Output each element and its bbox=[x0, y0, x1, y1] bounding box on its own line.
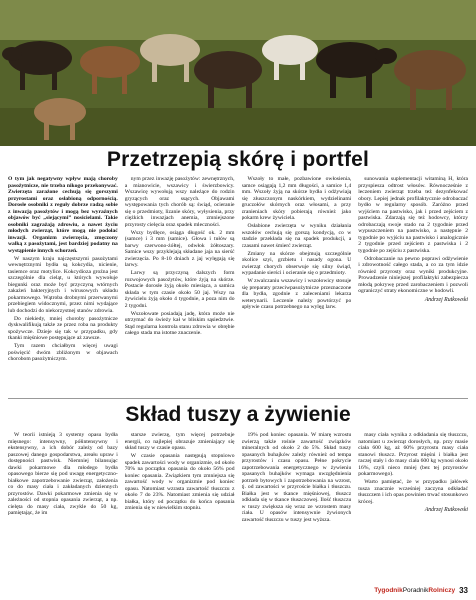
article2-paragraph: 19% pod koniec opasania. W miarę wzrostu zwierzą także rośnie zawartość związków mineralnych od około 2 do 5%. Skład tuszy opasanych buhajków zależy również od tempa przyrostów i czasu opasu. Pełne pokrycie zapotrzebowania energetycznego w żywieniu opasanych buhajków wymaga uwzględnienia potrzeb bytowych i zapotrzebowania na wzrost, tj. od zawartości w przyroście białka i tłuszczu. Białka jest w tkance mięśniowej, tłuszcz odkłada się w tkance tłuszczowej. Ilość tłuszczu w tuszy zwiększa się wraz ze wzrostem masy ciała. U opasów intensywnie żywionych zawartość tłuszczu w tuszy jest wyższa. bbox=[241, 432, 352, 523]
section-divider bbox=[8, 398, 468, 399]
article2-column-1 bbox=[8, 432, 118, 582]
article2-signature: Andrzej Rutkowski bbox=[424, 507, 468, 514]
article1-paragraph: Zmiany na skórze obejmują szczególnie okolice szyi, grzbietu i nasady ogona. U zwierząt chorych obserwuje się silny świąd, wypadanie sierści i ocieranie się o przedmioty. bbox=[241, 250, 352, 277]
article2-paragraph: W czasie opasania następują stopniowo spadek zawartości wody w organizmie, od około 70% na początku opasania do około 56% pod koniec opasania. Związkiem tym zmniejsza się zawartość wody w organizmie pod koniec opasu. Natomiast wzrasta zawartość tłuszczu z około 7 do 23%. Natomiast zmienia się udział białka, który od początku do końca opasania zmienia się w niewielkim stopniu. bbox=[124, 453, 235, 512]
article1-column-3 bbox=[242, 176, 352, 394]
article1-paragraph: Wszy bydlęce, osiąga długość ok. 2 mm (samce) i 3 mm (samice). Głowa i tułów są barwy czerwono-żółtej, odwłok żółtoszary. Samice wszy przyklejają składane jaja na sierść zwierzęcia. Po 8-10 dniach z jaj wylęgają się larwy. bbox=[124, 229, 235, 269]
article1-paragraph: W zwalczaniu wszawicy i wszołowicy stosuje się preparaty przeciwpasożytnicze przeznaczone dla bydła, zgodnie z zaleceniami lekarza weterynarii. Leczenie należy powtórzyć po upływie czasu potrzebnego na wylęg larw. bbox=[241, 278, 352, 311]
article2-paragraph: Warto pamiętać, że w przypadku jałówek tusza znacznie wcześniej zaczyna odkładać tłuszczem i ich opas powinien trwać stosunkowo krócej. bbox=[358, 479, 468, 505]
cattle-photo-illustration bbox=[0, 0, 476, 146]
article2-paragraph: masy ciała wynika z odkładania się tłuszczu, natomiast u zwierząt dorosłych, np. przy masie ciała 600 kg, aż 60% przyrostu masy ciała stanowi tłuszcz. Przyrost mięśni i białka jest raczej stały i do masy ciała 600 kg wynosi około 16%, czyli nieco mniej (bez tej przyrostów pokarmowego). bbox=[358, 432, 468, 477]
header-photo-cattle bbox=[0, 0, 476, 146]
article2-paragraph: starsze zwierzę, tym więcej potrzebuje energii, co najlepiej obrazuje zmieniający się skład tuszy w czasie opasu. bbox=[124, 432, 235, 451]
page-footer bbox=[374, 586, 468, 595]
article1-paragraph: Wszołowate posiadają jadę, która może nie utrzymać do świeży kał w bliskim sąsiedztwie. Stąd regularna kontrola stanu zdrowia w obrębie całego stada ma istotne znaczenie. bbox=[124, 310, 235, 337]
article2-column-4 bbox=[358, 432, 468, 582]
article1-signature: Andrzej Rutkowski bbox=[424, 296, 468, 303]
article2-column-2 bbox=[125, 432, 235, 582]
article2-paragraph: W teorii istnieją 3 systemy opasu bydła mięsnego: intensywny, półintensywny i ekstensywny, a ich dobór zależy od bazy paszowej danego gospodarstwa, areału upraw i dostępności pastwisk. Niemniej bilansując dawki pokarmowe dla młodego bydła opasowego bierze się pod uwagę energetyczno-białkowe zapotrzebowanie zwierząt, założenia co do masy ciała i zakładanych dziennych przyrostów. Dawki pokarmowe zmienia się w zależności od stopnia opasania zwierząt, a np. cielęta do masy ciała, zwykle do 50 kg, pamiętając, że im bbox=[8, 432, 118, 516]
article1-paragraph: W naszym kraju najczęstszymi pasożytami wewnętrznymi bydła są kokcydia, nicienie, tasiemce oraz motylice. Kokcydioza groźna jest szczególnie dla cieląt, u których wywołuje biegunki oraz może być przyczyną wtórnych zakażeń bakteryjnych i wirusowych układu pokarmowego. Wątroba drobnymi przerwanymi przebiegiem widocznymi, przez nimi wydające lub dochodzi do niekorzystnej stanów zdrowia. bbox=[8, 255, 118, 314]
article1-title: Przetrzepią skórę i portfel bbox=[106, 148, 370, 171]
article2-title: Skład tuszy a żywienie bbox=[125, 403, 351, 426]
publication-brand bbox=[374, 587, 455, 594]
article1-body bbox=[8, 176, 468, 394]
article1-column-2 bbox=[125, 176, 235, 394]
article2-body bbox=[8, 432, 468, 582]
article1-paragraph: Do niekiedy, mniej choroby pasożytnicze dyskwalifikują także ze przez roba na produkty spożywcze. Dzieje się tak w przypadku, gdy tkanki mięśniowe postępujące aż zawsze. bbox=[8, 315, 118, 342]
brand-word-3: Rolniczy bbox=[428, 587, 456, 594]
article1-paragraph: Odrobaczanie na pewno poprawi odżywienie i zdrowotność całego stada, a co za tym idzie również przyrosty oraz wyniki produkcyjne. Prowadzenie niniejszej profilaktyki zabezpiecza młodą pokrywę przed zarobaczeniem i pozwoli ograniczyć straty ekonomiczne w hodowli. bbox=[358, 255, 468, 295]
article1-paragraph: Wszoły to małe, pozbawione owłosienia, samce osiągają 1,2 mm długości, a samice 1,4 mm. Wszoły żyją na skórze bydła i odżywiają się złuszczonym naskórkiem, wydzielinami gruczołów skórnych oraz włosami, a przy zranieniach skóry pobierają również jako pokarm krew żywiciela. bbox=[241, 176, 352, 221]
article1-lead: O tym jak negatywny wpływ mają choroby pasożytnicze, nie trzeba nikogo przekonywać. Zwierzęta zarażone cechują się gorszymi przyrostami oraz osłabioną odpornością. Dorosłe osobniki z reguły dobrze radzą sobie z inwazją pasożytów i mogą bez wyraźnych objawów być „siejącymi” nosicielami. Takie osobniki zagrażają zdrowiu, a nawet życiu młodych zwierząt, które mogą nie podołać inwazji. Organizm zwierzęcia, zmęczony walką z pasożytami, jest bardziej podatny na wystąpienie innych schorzeń. bbox=[8, 176, 118, 254]
article1-paragraph: Tym razem chciałbym więcej uwagi poświęcić dwóm zbliżonym w objawach chorobom pasożytniczym. bbox=[8, 343, 118, 363]
brand-word-1: Tygodnik bbox=[374, 587, 403, 594]
article1-column-4 bbox=[358, 176, 468, 394]
article1-column-1 bbox=[8, 176, 118, 394]
article1-paragraph: nym przez inwazję pasożytów: zewnętrznych, a mianowicie, wszawicy i świerzbowicy. Wszawicę wywołują wszy należące do rodzin gryzących oraz ssących. Objawami występowania tych chorób są: świąd, ocieranie się o przedmioty, lizanie skóry, wyłysienia, przy ciężkich inwazjach anemia, zmniejszone przyrosty cielęcia oraz spadek mleczności. bbox=[124, 176, 235, 228]
article1-paragraph: sunowania suplementacji witaminą H, która przyspiesza odtrost włosów. Równocześnie z leczeniem zwierząt trzeba też dezynfekować obory. Lepiej jednak profilaktycznie odrobaczać bydło w regularny sposób. Zaróżno przed wyjściem na pastwisko, jak i przed zejściem z pastwiska. Zdarzają się też hodowcy, którzy odrobaczają swoje stado na 2 tygodnie przed wypuszczeniem na pastwisko, a następnie 2 tygodnie po wyjściu na pastwisko i analogicznie 2 tygodnie przed zejściem z pastwiska i 2 tygodnie po zejściu z pastwiska. bbox=[358, 176, 468, 254]
article2-column-3 bbox=[242, 432, 352, 582]
article1-paragraph: Osłabione zwierzęta w wyniku działania wszołów cechują się gorszą kondycją, co w stadzie przekłada się na spadek produkcji, a czasami nawet śmierć zwierząt. bbox=[241, 223, 352, 249]
article1-paragraph: Larwy są przyczyną dalszych form rozwojowych pasożytów, które żyją na skórze. Postacie dorosłe żyją około miesiąca, a samica składa w tym czasie około 50 jaj. Wszy na żywicielu żyją około 4 tygodnie, a poza nim do 2 tygodni. bbox=[124, 270, 235, 309]
brand-word-2: Poradnik bbox=[402, 587, 429, 594]
page-number: 33 bbox=[459, 586, 468, 595]
